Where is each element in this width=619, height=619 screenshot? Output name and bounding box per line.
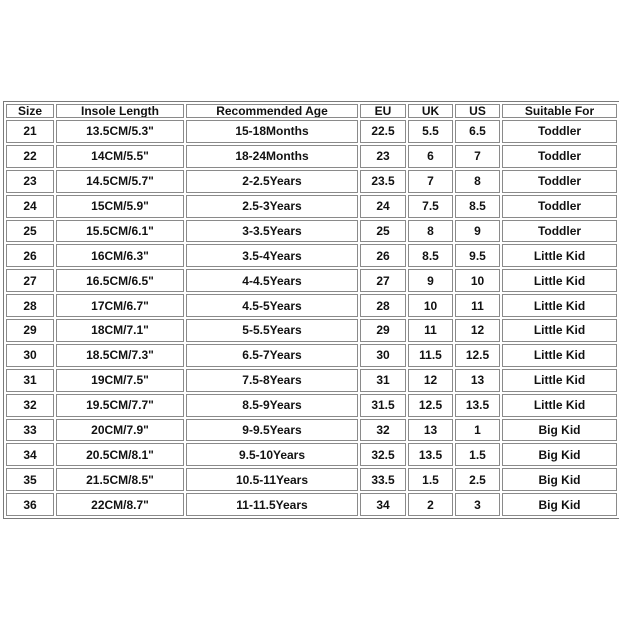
cell-uk: 12.5: [408, 394, 453, 417]
cell-uk: 2: [408, 493, 453, 516]
cell-suitable-for: Big Kid: [502, 443, 617, 466]
cell-uk: 9: [408, 269, 453, 292]
cell-us: 9.5: [455, 244, 500, 267]
cell-suitable-for: Little Kid: [502, 394, 617, 417]
cell-size: 28: [6, 294, 54, 317]
cell-uk: 11.5: [408, 344, 453, 367]
cell-uk: 11: [408, 319, 453, 342]
cell-eu: 30: [360, 344, 406, 367]
cell-uk: 8: [408, 220, 453, 243]
cell-insole-length: 15.5CM/6.1": [56, 220, 184, 243]
cell-uk: 7: [408, 170, 453, 193]
table-row: [6, 120, 617, 143]
cell-us: 10: [455, 269, 500, 292]
cell-recommended-age: 2-2.5Years: [186, 170, 358, 193]
cell-recommended-age: 15-18Months: [186, 120, 358, 143]
cell-insole-length: 17CM/6.7": [56, 294, 184, 317]
cell-recommended-age: 9-9.5Years: [186, 419, 358, 442]
cell-us: 9: [455, 220, 500, 243]
cell-suitable-for: Little Kid: [502, 344, 617, 367]
cell-us: 12.5: [455, 344, 500, 367]
cell-size: 32: [6, 394, 54, 417]
cell-uk: 13.5: [408, 443, 453, 466]
cell-eu: 32.5: [360, 443, 406, 466]
cell-suitable-for: Big Kid: [502, 468, 617, 491]
cell-us: 13.5: [455, 394, 500, 417]
table-row: [6, 443, 617, 466]
cell-recommended-age: 4-4.5Years: [186, 269, 358, 292]
cell-recommended-age: 4.5-5Years: [186, 294, 358, 317]
table-row: [6, 419, 617, 442]
cell-us: 7: [455, 145, 500, 168]
cell-us: 8: [455, 170, 500, 193]
cell-uk: 1.5: [408, 468, 453, 491]
cell-eu: 23.5: [360, 170, 406, 193]
cell-eu: 31: [360, 369, 406, 392]
header-size: Size: [6, 104, 54, 118]
cell-us: 12: [455, 319, 500, 342]
cell-size: 25: [6, 220, 54, 243]
cell-eu: 33.5: [360, 468, 406, 491]
cell-size: 27: [6, 269, 54, 292]
cell-eu: 31.5: [360, 394, 406, 417]
cell-recommended-age: 3-3.5Years: [186, 220, 358, 243]
cell-uk: 5.5: [408, 120, 453, 143]
table-row: [6, 170, 617, 193]
table-row: [6, 244, 617, 267]
cell-insole-length: 18CM/7.1": [56, 319, 184, 342]
cell-eu: 28: [360, 294, 406, 317]
cell-size: 35: [6, 468, 54, 491]
cell-us: 1: [455, 419, 500, 442]
cell-recommended-age: 7.5-8Years: [186, 369, 358, 392]
cell-recommended-age: 18-24Months: [186, 145, 358, 168]
cell-insole-length: 16CM/6.3": [56, 244, 184, 267]
table-row: [6, 493, 617, 516]
cell-eu: 26: [360, 244, 406, 267]
size-rows: [6, 120, 617, 516]
cell-insole-length: 15CM/5.9": [56, 195, 184, 218]
cell-size: 29: [6, 319, 54, 342]
size-chart-table: [3, 101, 619, 519]
cell-uk: 8.5: [408, 244, 453, 267]
table-row: [6, 369, 617, 392]
cell-insole-length: 14CM/5.5": [56, 145, 184, 168]
cell-suitable-for: Little Kid: [502, 319, 617, 342]
cell-recommended-age: 2.5-3Years: [186, 195, 358, 218]
cell-suitable-for: Little Kid: [502, 294, 617, 317]
cell-insole-length: 20.5CM/8.1": [56, 443, 184, 466]
cell-uk: 12: [408, 369, 453, 392]
cell-suitable-for: Toddler: [502, 195, 617, 218]
cell-size: 34: [6, 443, 54, 466]
cell-suitable-for: Little Kid: [502, 269, 617, 292]
cell-size: 33: [6, 419, 54, 442]
cell-eu: 27: [360, 269, 406, 292]
cell-eu: 24: [360, 195, 406, 218]
header-eu: EU: [360, 104, 406, 118]
cell-us: 2.5: [455, 468, 500, 491]
cell-eu: 32: [360, 419, 406, 442]
cell-recommended-age: 5-5.5Years: [186, 319, 358, 342]
table-row: [6, 394, 617, 417]
cell-suitable-for: Big Kid: [502, 419, 617, 442]
cell-recommended-age: 11-11.5Years: [186, 493, 358, 516]
cell-suitable-for: Little Kid: [502, 369, 617, 392]
cell-insole-length: 13.5CM/5.3": [56, 120, 184, 143]
table-row: [6, 468, 617, 491]
cell-suitable-for: Toddler: [502, 220, 617, 243]
cell-recommended-age: 10.5-11Years: [186, 468, 358, 491]
header-row: [6, 104, 617, 118]
cell-us: 6.5: [455, 120, 500, 143]
table-row: [6, 269, 617, 292]
cell-suitable-for: Toddler: [502, 170, 617, 193]
cell-size: 22: [6, 145, 54, 168]
cell-us: 3: [455, 493, 500, 516]
cell-suitable-for: Little Kid: [502, 244, 617, 267]
cell-insole-length: 19.5CM/7.7": [56, 394, 184, 417]
cell-recommended-age: 6.5-7Years: [186, 344, 358, 367]
cell-insole-length: 20CM/7.9": [56, 419, 184, 442]
table-row: [6, 195, 617, 218]
cell-size: 23: [6, 170, 54, 193]
cell-eu: 29: [360, 319, 406, 342]
table-row: [6, 145, 617, 168]
cell-size: 21: [6, 120, 54, 143]
cell-insole-length: 18.5CM/7.3": [56, 344, 184, 367]
header-uk: UK: [408, 104, 453, 118]
cell-us: 11: [455, 294, 500, 317]
cell-insole-length: 22CM/8.7": [56, 493, 184, 516]
cell-insole-length: 21.5CM/8.5": [56, 468, 184, 491]
cell-recommended-age: 3.5-4Years: [186, 244, 358, 267]
cell-eu: 34: [360, 493, 406, 516]
cell-eu: 23: [360, 145, 406, 168]
cell-suitable-for: Toddler: [502, 120, 617, 143]
cell-suitable-for: Toddler: [502, 145, 617, 168]
header-insole-length: Insole Length: [56, 104, 184, 118]
table-row: [6, 319, 617, 342]
cell-us: 1.5: [455, 443, 500, 466]
cell-size: 36: [6, 493, 54, 516]
cell-size: 30: [6, 344, 54, 367]
table-row: [6, 220, 617, 243]
header-recommended-age: Recommended Age: [186, 104, 358, 118]
header-suitable-for: Suitable For: [502, 104, 617, 118]
table-row: [6, 294, 617, 317]
cell-us: 13: [455, 369, 500, 392]
cell-uk: 13: [408, 419, 453, 442]
header-us: US: [455, 104, 500, 118]
table-row: [6, 344, 617, 367]
cell-eu: 22.5: [360, 120, 406, 143]
cell-uk: 10: [408, 294, 453, 317]
cell-us: 8.5: [455, 195, 500, 218]
cell-insole-length: 16.5CM/6.5": [56, 269, 184, 292]
cell-insole-length: 14.5CM/5.7": [56, 170, 184, 193]
cell-size: 31: [6, 369, 54, 392]
cell-uk: 6: [408, 145, 453, 168]
cell-eu: 25: [360, 220, 406, 243]
cell-insole-length: 19CM/7.5": [56, 369, 184, 392]
cell-suitable-for: Big Kid: [502, 493, 617, 516]
cell-size: 26: [6, 244, 54, 267]
cell-uk: 7.5: [408, 195, 453, 218]
cell-size: 24: [6, 195, 54, 218]
cell-recommended-age: 9.5-10Years: [186, 443, 358, 466]
cell-recommended-age: 8.5-9Years: [186, 394, 358, 417]
